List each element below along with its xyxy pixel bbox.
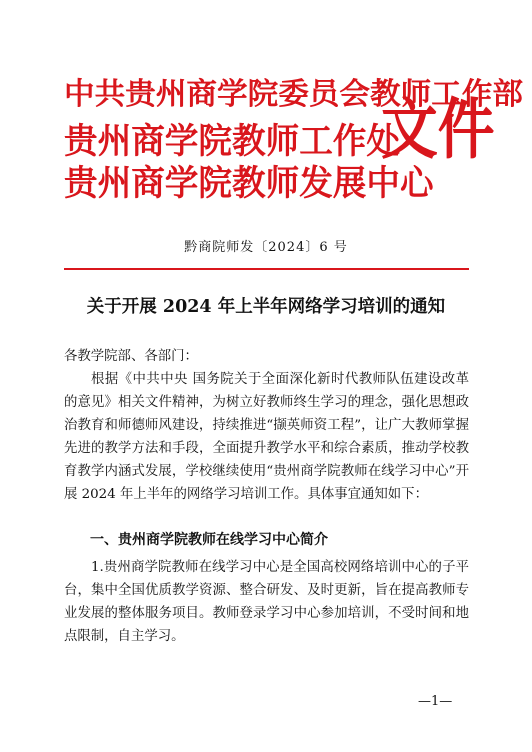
issuer-line-3: 贵州商学院教师发展中心 (64, 163, 434, 204)
page-number: —1— (418, 694, 453, 709)
issuer-line-1: 中共贵州商学院委员会教师工作部 (64, 77, 523, 112)
salutation: 各教学院部、各部门： (64, 349, 198, 364)
document-type-label: 文件 (381, 90, 495, 168)
red-divider (64, 268, 469, 270)
body-paragraph-2: 1.贵州商学院教师在线学习中心是全国高校网络培训中心的子平台，集中全国优质教学资源、整合研发、及时更新，旨在提高教师专业发展的整体服务项目。教师登录学习中心参加培训，不受时间和地点限制，自主学习。 (64, 560, 469, 644)
section-heading-1: 一、贵州商学院教师在线学习中心简介 (90, 532, 328, 548)
document-title: 关于开展 2024 年上半年网络学习培训的通知 (86, 297, 446, 317)
issuer-line-2: 贵州商学院教师工作处 (64, 121, 401, 162)
body-paragraph-1: 根据《中共中央 国务院关于全面深化新时代教师队伍建设改革的意见》相关文件精神，为树立好教师终生学习的理念，强化思想政治教育和师德师风建设，持续推进“撷英师资工程”，让广大教师掌握先进的教学方法和手段，全面提升教学水平和综合素质，推动学校教育教学内涵式发展，学校继续使用“贵州商学院教师在线学习中心”开展 2024 年上半年的网络学习培训工作。具体事宜通知如下： (64, 372, 469, 502)
document-number: 黔商院师发〔2024〕6 号 (184, 240, 348, 255)
